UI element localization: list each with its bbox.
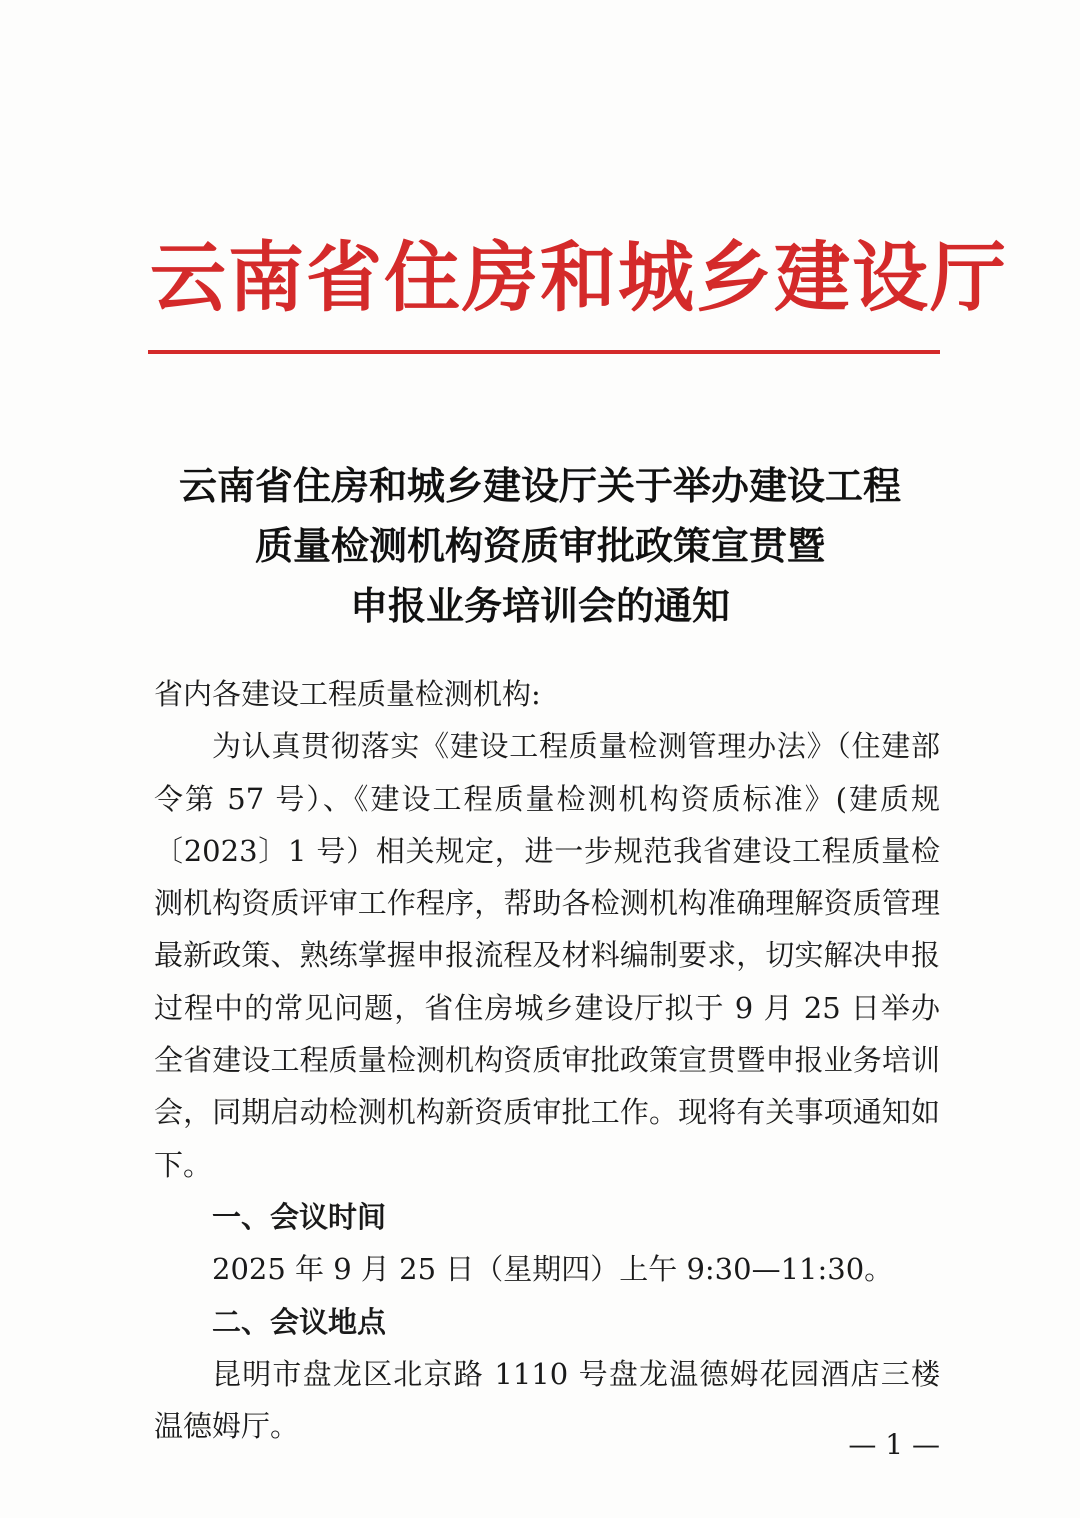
document-title-line-1: 云南省住房和城乡建设厅关于举办建设工程: [178, 463, 901, 508]
section-heading-time: 一、会议时间: [212, 1199, 387, 1234]
masthead-org-name: 云南省住房和城乡建设厅: [150, 233, 1008, 322]
document-title-line-2: 质量检测机构资质审批政策宣贯暨: [254, 523, 825, 568]
intro-paragraph: 为认真贯彻落实《建设工程质量检测管理办法》（住建部令第 57 号）、《建设工程质量检测机构资质标准》(建质规〔2023〕1 号）相关规定，进一步规范我省建设工程质量检测机构资质评审工作程序，帮助各检测机构准确理解资质管理最新政策、熟练掌握申报流程及材料编制要求，切实解决申报过程中的常见问题，省住房城乡建设厅拟于 9 月 25 日举办全省建设工程质量检测机构资质审批政策宣贯暨申报业务培训会，同期启动检测机构新资质审批工作。现将有关事项通知如下。: [154, 729, 940, 1182]
section-content-location: 昆明市盘龙区北京路 1110 号盘龙温德姆花园酒店三楼温德姆厅。: [154, 1356, 940, 1444]
document-body: [154, 668, 940, 1452]
section-content-time: 2025 年 9 月 25 日（星期四）上午 9:30—11:30。: [212, 1252, 894, 1287]
document-title: [140, 456, 940, 636]
masthead-red-rule: [148, 350, 940, 354]
page-number: — 1 —: [848, 1428, 940, 1461]
addressee: 省内各建设工程质量检测机构:: [154, 677, 541, 711]
document-title-line-3: 申报业务培训会的通知: [349, 583, 730, 628]
section-heading-location: 二、会议地点: [212, 1304, 387, 1339]
